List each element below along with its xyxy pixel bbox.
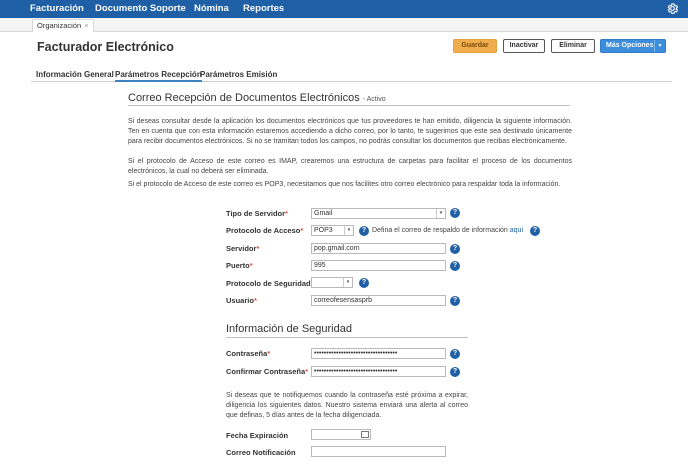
protocolo-seguridad-label: Protocolo de Seguridad bbox=[226, 279, 311, 288]
confirm-password-field[interactable]: •••••••••••••••••••••••••••••••••• bbox=[311, 366, 446, 377]
tab-parametros-recepcion[interactable]: Parámetros Recepción bbox=[115, 70, 202, 82]
status-badge: - Activo bbox=[362, 96, 386, 103]
usuario-input[interactable]: correofesensasprb bbox=[311, 295, 446, 306]
close-icon[interactable]: × bbox=[84, 21, 89, 30]
document-tab-strip bbox=[0, 18, 688, 32]
chevron-down-icon: ▾ bbox=[436, 209, 445, 218]
chevron-down-icon[interactable]: ▾ bbox=[654, 40, 665, 52]
usuario-label: Usuario* bbox=[226, 296, 257, 305]
backup-email-note: Defina el correo de respaldo de información aqui bbox=[372, 227, 523, 234]
tipo-servidor-select[interactable] bbox=[311, 208, 446, 219]
calendar-icon[interactable] bbox=[361, 431, 369, 438]
servidor-input[interactable]: pop.gmail.com bbox=[311, 243, 446, 254]
backup-email-link[interactable]: aqui bbox=[509, 227, 523, 234]
security-section-title: Información de Seguridad bbox=[226, 323, 352, 335]
top-nav bbox=[0, 0, 688, 18]
nav-documento-soporte[interactable]: Documento Soporte bbox=[95, 3, 186, 14]
tab-informacion-general[interactable]: Información General bbox=[36, 70, 114, 79]
help-icon[interactable]: ? bbox=[450, 367, 460, 377]
confirmar-contrasena-label: Confirmar Contraseña* bbox=[226, 367, 309, 376]
protocolo-acceso-select[interactable] bbox=[311, 225, 354, 236]
nav-reportes[interactable]: Reportes bbox=[243, 3, 285, 14]
more-options-button[interactable] bbox=[600, 39, 666, 53]
help-icon[interactable]: ? bbox=[450, 208, 460, 218]
imap-paragraph: Si el protocolo de Acceso de este correo es IMAP, crearemos una estructura de carpetas para facilitar el proceso de los documentos electrónicos, la cual no deberá ser eliminada. bbox=[128, 158, 572, 175]
section-title bbox=[128, 92, 386, 104]
help-icon[interactable]: ? bbox=[359, 226, 369, 236]
password-field[interactable]: •••••••••••••••••••••••••••••••••• bbox=[311, 348, 446, 359]
help-icon[interactable]: ? bbox=[450, 261, 460, 271]
protocolo-acceso-value: POP3 bbox=[314, 227, 333, 234]
section-title-text: Correo Recepción de Documentos Electrónicos bbox=[128, 92, 360, 104]
chevron-down-icon: ▾ bbox=[344, 226, 353, 235]
contrasena-label: Contraseña* bbox=[226, 349, 271, 358]
nav-nomina[interactable]: Nómina bbox=[194, 3, 229, 14]
servidor-label: Servidor* bbox=[226, 244, 260, 253]
tab-parametros-emision[interactable]: Parámetros Emisión bbox=[200, 70, 278, 79]
fecha-expiracion-label: Fecha Expiración bbox=[226, 431, 289, 440]
tipo-servidor-label: Tipo de Servidor* bbox=[226, 209, 288, 218]
more-options-label: Más Opciones bbox=[606, 42, 654, 49]
correo-notificacion-input[interactable] bbox=[311, 446, 446, 457]
help-icon[interactable]: ? bbox=[530, 226, 540, 236]
delete-button[interactable]: Eliminar bbox=[551, 39, 595, 53]
tipo-servidor-value: Gmail bbox=[314, 210, 333, 217]
protocolo-acceso-label: Protocolo de Acceso* bbox=[226, 226, 304, 235]
intro-paragraph: Si deseas consultar desde la aplicación los documentos electrónicos que tus proveedores te han emitido, diligencia la siguiente información. Ten en cuenta que con esta información estaremos accediendo a dicho correo, por lo tanto, te sugerimos que este sea destinado únicamente para recibir documentos electrónicos. Si no se tramitan todos los campos, no podrás consultar los documentos que recibas electrónicamente. bbox=[128, 118, 572, 145]
tab-organizacion[interactable] bbox=[32, 19, 94, 32]
correo-notificacion-label: Correo Notificación bbox=[226, 448, 296, 457]
nav-facturacion[interactable]: Facturación bbox=[30, 3, 84, 14]
section-divider bbox=[128, 105, 570, 106]
puerto-input[interactable]: 995 bbox=[311, 260, 446, 271]
help-icon[interactable]: ? bbox=[450, 349, 460, 359]
gear-icon[interactable] bbox=[666, 2, 679, 15]
expiration-note: Si deseas que te notifiquemos cuando la contraseña esté próxima a expirar, diligencia los siguientes datos. Nuestro sistema enviará una alerta al correo que definas, 5 días antes de la fecha diligenciada. bbox=[226, 392, 468, 419]
page-title: Facturador Electrónico bbox=[37, 40, 174, 54]
help-icon[interactable]: ? bbox=[450, 244, 460, 254]
fecha-expiracion-input[interactable] bbox=[311, 429, 371, 440]
inactivate-button[interactable]: Inactivar bbox=[503, 39, 545, 53]
security-divider bbox=[226, 337, 468, 338]
save-button[interactable]: Guardar bbox=[453, 39, 497, 53]
section-tabs bbox=[31, 69, 672, 82]
help-icon[interactable]: ? bbox=[359, 278, 369, 288]
puerto-label: Puerto* bbox=[226, 261, 253, 270]
help-icon[interactable]: ? bbox=[450, 296, 460, 306]
chevron-down-icon: ▾ bbox=[343, 278, 352, 287]
tab-organizacion-label: Organización bbox=[37, 21, 82, 30]
pop3-paragraph: Si el protocolo de Acceso de este correo es POP3, necesitamos que nos facilites otro correo electrónico para respaldar toda la información. bbox=[128, 181, 561, 188]
protocolo-seguridad-select[interactable] bbox=[311, 277, 353, 288]
